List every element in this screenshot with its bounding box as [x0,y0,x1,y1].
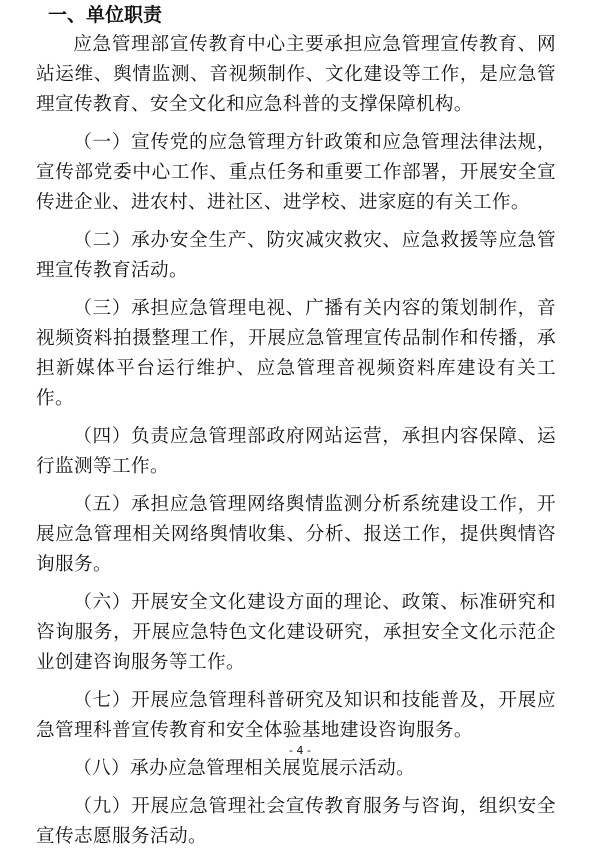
paragraph-item-5: （五）承担应急管理网络舆情监测分析系统建设工作，开展应急管理相关网络舆情收集、分析、报送工作，提供舆情咨询服务。 [36,494,556,575]
paragraph-intro: 应急管理部宣传教育中心主要承担应急管理宣传教育、网站运维、舆情监测、音视频制作、文化建设等工作，是应急管理宣传教育、安全文化和应急科普的支撑保障机构。 [36,34,556,115]
paragraph-item-6: （六）开展安全文化建设方面的理论、政策、标准研究和咨询服务，开展应急特色文化建设研究，承担安全文化示范企业创建咨询服务等工作。 [36,592,556,673]
section-heading: 一、单位职责 [48,4,163,26]
paragraph-item-4: （四）负责应急管理部政府网站运营，承担内容保障、运行监测等工作。 [36,426,556,477]
paragraph-item-1: （一）宣传党的应急管理方针政策和应急管理法律法规，宣传部党委中心工作、重点任务和重要工作部署，开展安全宣传进企业、进农村、进社区、进学校、进家庭的有关工作。 [36,132,556,213]
paragraph-item-8: （八）承办应急管理相关展览展示活动。 [73,758,416,779]
paragraph-item-2: （二）承办安全生产、防灾减灾救灾、应急救援等应急管理宣传教育活动。 [36,230,556,281]
document-body [36,30,556,860]
paragraph-item-7: （七）开展应急管理科普研究及知识和技能普及，开展应急管理科普宣传教育和安全体验基地建设咨询服务。 [36,690,556,741]
paragraph-item-3: （三）承担应急管理电视、广播有关内容的策划制作，音视频资料拍摄整理工作，开展应急管理宣传品制作和传播，承担新媒体平台运行维护、应急管理音视频资料库建设有关工作。 [36,298,556,409]
page-number: - 4 - [289,744,311,757]
paragraph-item-9: （九）开展应急管理社会宣传教育服务与咨询，组织安全宣传志愿服务活动。 [36,796,556,847]
